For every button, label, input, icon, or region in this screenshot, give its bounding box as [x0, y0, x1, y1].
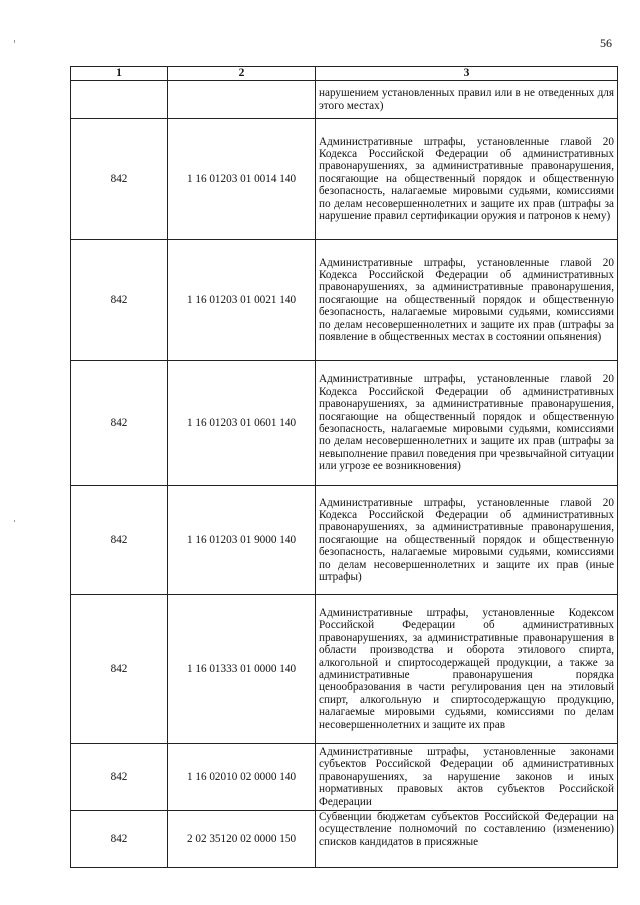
admin-code-cell: [71, 81, 168, 119]
budget-code-cell: 1 16 01203 01 0021 140: [168, 240, 316, 361]
column-header-1: 1: [71, 67, 168, 81]
column-header-2: 2: [168, 67, 316, 81]
description-cell: Административные штрафы, установленные главой 20 Кодекса Российской Федерации об административных правонарушениях, за административные правонарушения, посягающие на общественный порядок и общественную безопасность, налагаемые мировыми судьями, комиссиями по делам несовершеннолетних и защите их прав (иные штрафы): [316, 486, 618, 595]
table-row: [71, 119, 618, 240]
page-number: 56: [600, 36, 612, 50]
table-row: [71, 595, 618, 744]
admin-code-cell: 842: [71, 744, 168, 811]
margin-mark: [14, 40, 15, 43]
admin-code-cell: 842: [71, 811, 168, 868]
admin-code-cell: 842: [71, 595, 168, 744]
budget-code-cell: 1 16 01203 01 0601 140: [168, 361, 316, 486]
table-row: [71, 811, 618, 868]
description-cell: Административные штрафы, установленные Кодексом Российской Федерации об административных правонарушениях, за административные правонарушения в области производства и оборота этилового спирта, алкогольной и спиртосодержащей продукции, а также за административные правонарушения порядка ценообразования в части регулирования цен на этиловый спирт, алкогольную и спиртосодержащую продукцию, налагаемые мировыми судьями, комиссиями по делам несовершеннолетних и защите их прав: [316, 595, 618, 744]
table-row: [71, 361, 618, 486]
budget-code-cell: 1 16 01333 01 0000 140: [168, 595, 316, 744]
description-cell: нарушением установленных правил или в не отведенных для этого местах): [316, 81, 618, 119]
admin-code-cell: 842: [71, 119, 168, 240]
table-row: [71, 240, 618, 361]
budget-code-cell: 1 16 01203 01 9000 140: [168, 486, 316, 595]
table-row: [71, 486, 618, 595]
admin-code-cell: 842: [71, 240, 168, 361]
description-cell: Административные штрафы, установленные законами субъектов Российской Федерации об административных правонарушениях, за нарушение законов и иных нормативных правовых актов субъектов Российской Федерации: [316, 744, 618, 811]
budget-code-cell: 1 16 02010 02 0000 140: [168, 744, 316, 811]
admin-code-cell: 842: [71, 486, 168, 595]
budget-code-cell: 1 16 01203 01 0014 140: [168, 119, 316, 240]
column-header-3: 3: [316, 67, 618, 81]
budget-code-cell: [168, 81, 316, 119]
description-cell: Административные штрафы, установленные главой 20 Кодекса Российской Федерации об административных правонарушениях, за административные правонарушения, посягающие на общественный порядок и общественную безопасность, налагаемые мировыми судьями, комиссиями по делам несовершеннолетних и защите их прав (штрафы за невыполнение правил поведения при чрезвычайной ситуации или угрозе ее возникновения): [316, 361, 618, 486]
table-row: [71, 81, 618, 119]
admin-code-cell: 842: [71, 361, 168, 486]
budget-code-table: [70, 66, 618, 868]
margin-mark: [14, 520, 15, 522]
table-row: [71, 744, 618, 811]
description-cell: Административные штрафы, установленные главой 20 Кодекса Российской Федерации об административных правонарушениях, за административные правонарушения, посягающие на общественный порядок и общественную безопасность, налагаемые мировыми судьями, комиссиями по делам несовершеннолетних и защите их прав (штрафы за появление в общественных местах в состоянии опьянения): [316, 240, 618, 361]
budget-code-cell: 2 02 35120 02 0000 150: [168, 811, 316, 868]
description-cell: Субвенции бюджетам субъектов Российской Федерации на осуществление полномочий по составлению (изменению) списков кандидатов в присяжные: [316, 811, 618, 868]
table-header-row: [71, 67, 618, 81]
description-cell: Административные штрафы, установленные главой 20 Кодекса Российской Федерации об административных правонарушениях, за административные правонарушения, посягающие на общественный порядок и общественную безопасность, налагаемые мировыми судьями, комиссиями по делам несовершеннолетних и защите их прав (штрафы за нарушение правил сертификации оружия и патронов к нему): [316, 119, 618, 240]
